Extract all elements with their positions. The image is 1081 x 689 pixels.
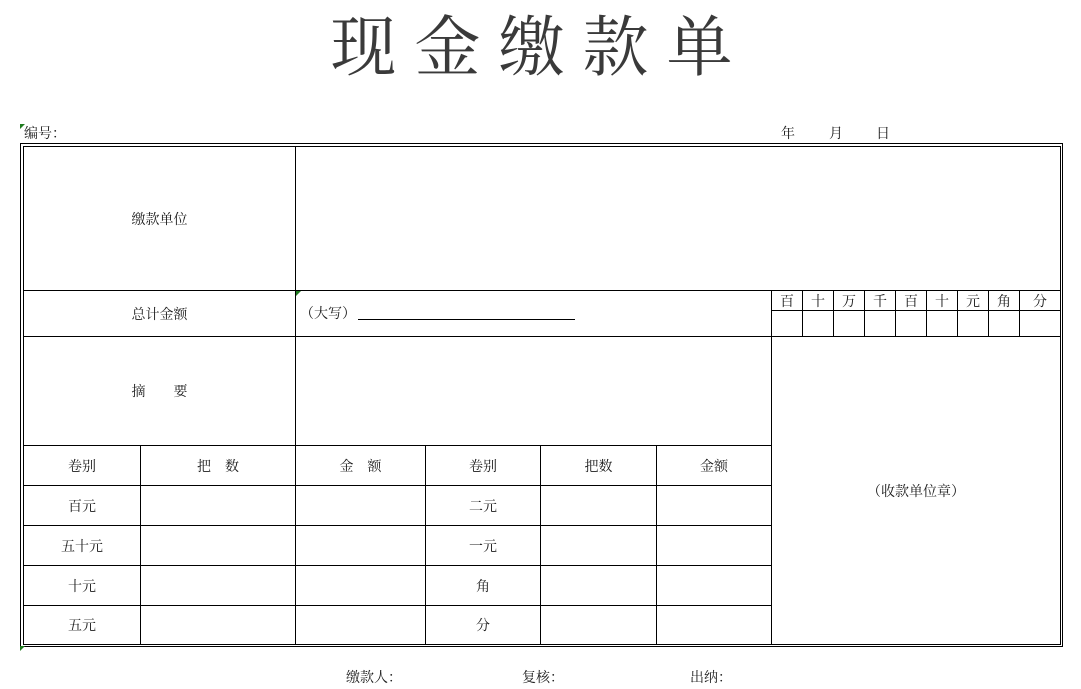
digit-header: 分 — [1033, 293, 1047, 310]
denom-left: 百元 — [68, 498, 96, 515]
year-label: 年 — [781, 126, 795, 142]
capital-amount-line[interactable] — [358, 319, 575, 320]
digit-header: 百 — [780, 293, 794, 310]
payer-unit-label: 缴款单位 — [131, 211, 188, 228]
denom-header: 卷别 — [469, 458, 497, 475]
payer-signature-label: 缴款人： — [346, 670, 402, 686]
denom-right: 分 — [476, 618, 490, 634]
denom-header: 卷别 — [68, 458, 96, 475]
cell-corner-marker — [20, 646, 25, 651]
cell-corner-marker — [296, 291, 301, 296]
digit-header: 十 — [811, 293, 825, 310]
cashier-signature-label: 出纳： — [690, 670, 732, 686]
denom-header: 金额 — [700, 458, 728, 475]
day-label: 日 — [876, 126, 890, 142]
digit-header: 百 — [904, 293, 918, 310]
payer-unit-field[interactable] — [296, 147, 1060, 290]
denom-header: 把数 — [584, 458, 613, 475]
month-label: 月 — [829, 126, 843, 142]
digit-header: 元 — [966, 293, 980, 310]
denom-right: 二元 — [469, 498, 497, 515]
digit-header: 角 — [997, 293, 1011, 310]
denom-right: 一元 — [469, 538, 497, 555]
number-label: 编号： — [24, 126, 66, 142]
denom-left: 五十元 — [61, 538, 103, 555]
digit-header: 千 — [873, 293, 887, 310]
summary-field[interactable] — [296, 337, 771, 445]
denom-left: 五元 — [68, 618, 96, 634]
total-amount-label: 总计金额 — [131, 306, 188, 323]
document-title: 现金缴款单 — [330, 9, 751, 86]
denom-header: 金 额 — [339, 458, 382, 475]
capital-hint: （大写） — [300, 306, 356, 322]
summary-label: 摘 要 — [131, 384, 188, 400]
denom-left: 十元 — [68, 578, 96, 595]
denom-header: 把 数 — [197, 458, 239, 475]
reviewer-signature-label: 复核： — [522, 670, 564, 686]
digit-header: 万 — [842, 293, 856, 310]
denom-right: 角 — [476, 578, 490, 595]
digit-header: 十 — [935, 293, 949, 310]
stamp-area: （收款单位章） — [867, 483, 965, 500]
